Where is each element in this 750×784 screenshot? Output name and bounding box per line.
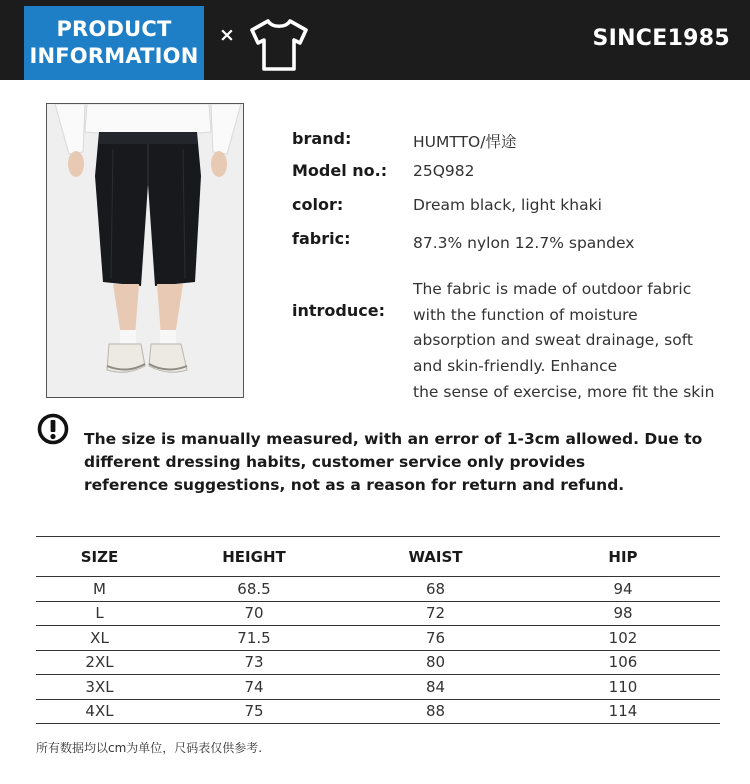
table-row <box>36 699 720 724</box>
since-1985-label: SINCE1985 <box>592 26 730 51</box>
table-row <box>36 577 720 602</box>
header-hip: HIP <box>526 537 720 577</box>
header-waist: WAIST <box>345 537 526 577</box>
introduce-line: The fabric is made of outdoor fabric <box>413 280 692 298</box>
product-information-badge <box>24 6 204 80</box>
units-footnote: 所有数据均以cm为单位，尺码表仅供参考. <box>36 741 263 755</box>
separator-mark: × <box>219 24 235 46</box>
height-cell: 74 <box>163 675 345 700</box>
header-size: SIZE <box>36 537 163 577</box>
size-cell: 3XL <box>36 675 163 700</box>
height-cell: 73 <box>163 650 345 675</box>
introduce-line: the sense of exercise, more fit the skin <box>413 382 715 401</box>
badge-line-1: PRODUCT <box>56 17 172 41</box>
fabric-value: 87.3% nylon 12.7% spandex <box>413 234 635 252</box>
tshirt-outline-icon <box>246 16 312 74</box>
height-cell: 75 <box>163 699 345 724</box>
size-table <box>36 536 720 724</box>
hip-cell: 98 <box>526 601 720 626</box>
size-cell: XL <box>36 626 163 651</box>
introduce-line: absorption and sweat drainage, soft <box>413 331 693 350</box>
introduce-line: and skin-friendly. Enhance <box>413 357 618 376</box>
hip-cell: 102 <box>526 626 720 651</box>
table-row <box>36 675 720 700</box>
color-label: color: <box>292 195 344 214</box>
table-row <box>36 650 720 675</box>
introduce-text <box>413 277 743 406</box>
header-height: HEIGHT <box>163 537 345 577</box>
waist-cell: 72 <box>345 601 526 626</box>
pants-model-illustration <box>47 104 244 398</box>
waist-cell: 80 <box>345 650 526 675</box>
size-notice <box>84 428 724 498</box>
notice-line: different dressing habits, customer service only provides <box>84 453 586 472</box>
hip-cell: 106 <box>526 650 720 675</box>
notice-line: The size is manually measured, with an error of 1-3cm allowed. Due to <box>84 430 703 448</box>
height-cell: 70 <box>163 601 345 626</box>
model-value: 25Q982 <box>413 162 475 180</box>
table-header-row <box>36 537 720 577</box>
brand-value: HUMTTO/悍途 <box>413 133 517 151</box>
hip-cell: 110 <box>526 675 720 700</box>
size-cell: M <box>36 577 163 602</box>
hip-cell: 94 <box>526 577 720 602</box>
waist-cell: 68 <box>345 577 526 602</box>
table-row <box>36 626 720 651</box>
product-photo <box>46 103 244 398</box>
size-cell: L <box>36 601 163 626</box>
notice-line: reference suggestions, not as a reason for return and refund. <box>84 476 625 495</box>
model-label: Model no.: <box>292 161 388 180</box>
fabric-label: fabric: <box>292 229 351 248</box>
height-cell: 68.5 <box>163 577 345 602</box>
size-cell: 2XL <box>36 650 163 675</box>
table-row <box>36 601 720 626</box>
waist-cell: 88 <box>345 699 526 724</box>
introduce-line: with the function of moisture <box>413 305 638 324</box>
color-value: Dream black, light khaki <box>413 196 602 214</box>
waist-cell: 76 <box>345 626 526 651</box>
waist-cell: 84 <box>345 675 526 700</box>
brand-label: brand: <box>292 129 352 148</box>
height-cell: 71.5 <box>163 626 345 651</box>
hip-cell: 114 <box>526 699 720 724</box>
introduce-label: introduce: <box>292 301 385 320</box>
header-bar <box>0 0 750 80</box>
exclamation-circle-icon <box>37 413 69 445</box>
badge-line-2: INFORMATION <box>29 44 199 68</box>
size-cell: 4XL <box>36 699 163 724</box>
